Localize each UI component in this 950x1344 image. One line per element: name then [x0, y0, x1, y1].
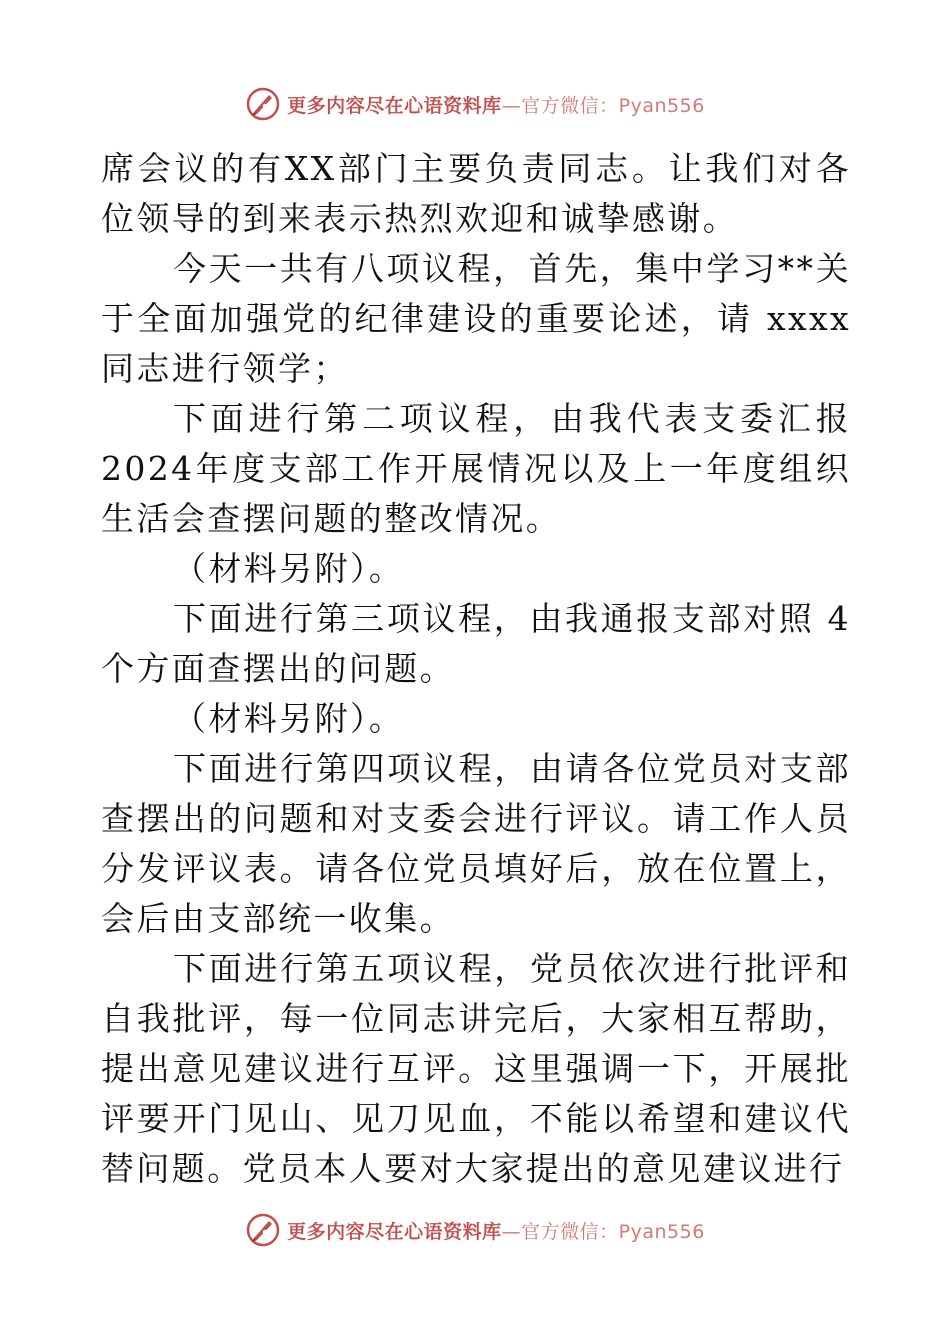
paragraph-3: 下面进行第二项议程，由我代表支委汇报2024年度支部工作开展情况以及上一年度组织生活会查摆问题的整改情况。	[101, 399, 851, 538]
paragraph-6: （材料另附）。	[173, 699, 405, 738]
header-watermark	[0, 84, 950, 124]
footer-watermark	[0, 1210, 950, 1250]
document-body	[101, 144, 851, 1194]
watermark-text	[287, 1217, 705, 1244]
pen-circle-logo-icon	[245, 1212, 281, 1248]
watermark-text	[287, 91, 705, 118]
paragraph-4: （材料另附）。	[173, 549, 405, 588]
watermark-sub-text: —官方微信：Pyan556	[501, 1220, 705, 1243]
pen-circle-logo-icon	[245, 86, 281, 122]
paragraph-7: 下面进行第四项议程，由请各位党员对支部查摆出的问题和对支委会进行评议。请工作人员分发评议表。请各位党员填好后，放在位置上，会后由支部统一收集。	[101, 749, 851, 938]
paragraph-2: 今天一共有八项议程，首先，集中学习**关于全面加强党的纪律建设的重要论述，请 xxxx 同志进行领学；	[101, 249, 851, 388]
watermark-sub-text: —官方微信：Pyan556	[501, 94, 705, 117]
paragraph-8: 下面进行第五项议程，党员依次进行批评和自我批评，每一位同志讲完后，大家相互帮助，提出意见建议进行互评。这里强调一下，开展批评要开门见山、见刀见血，不能以希望和建议代替问题。党员本人要对大家提出的意见建议进行	[101, 949, 851, 1188]
paragraph-5: 下面进行第三项议程，由我通报支部对照 4 个方面查摆出的问题。	[101, 599, 851, 688]
watermark-main-text: 更多内容尽在心语资料库	[287, 94, 502, 117]
watermark-main-text: 更多内容尽在心语资料库	[287, 1220, 502, 1243]
paragraph-1: 席会议的有XX部门主要负责同志。让我们对各位领导的到来表示热烈欢迎和诚挚感谢。	[101, 149, 851, 238]
